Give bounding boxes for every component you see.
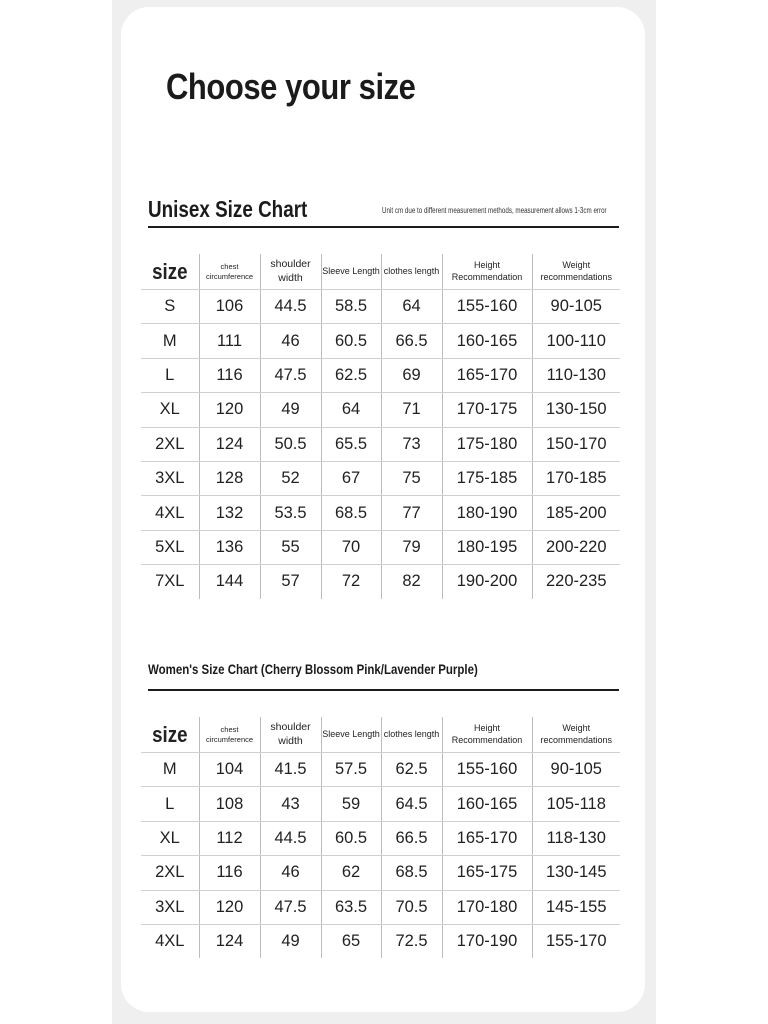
cell-size: 3XL xyxy=(141,890,199,924)
cell-shoulder: 47.5 xyxy=(260,358,321,392)
cell-sleeve: 57.5 xyxy=(321,753,381,787)
cell-height: 155-160 xyxy=(442,290,532,324)
cell-chest: 128 xyxy=(199,461,260,495)
cell-shoulder: 46 xyxy=(260,856,321,890)
cell-weight: 100-110 xyxy=(532,324,620,358)
cell-size: M xyxy=(141,753,199,787)
cell-shoulder: 53.5 xyxy=(260,496,321,530)
cell-clothes: 66.5 xyxy=(381,324,442,358)
unisex-size-table xyxy=(141,254,620,599)
cell-sleeve: 65 xyxy=(321,924,381,958)
cell-clothes: 62.5 xyxy=(381,753,442,787)
cell-size: L xyxy=(141,358,199,392)
cell-sleeve: 70 xyxy=(321,530,381,564)
cell-height: 170-175 xyxy=(442,393,532,427)
page-title: Choose your size xyxy=(166,66,416,107)
cell-sleeve: 60.5 xyxy=(321,821,381,855)
cell-sleeve: 72 xyxy=(321,565,381,599)
table-row xyxy=(141,393,620,427)
cell-height: 160-165 xyxy=(442,787,532,821)
cell-weight: 145-155 xyxy=(532,890,620,924)
table-row xyxy=(141,787,620,821)
cell-weight: 200-220 xyxy=(532,530,620,564)
header-size: size xyxy=(141,717,199,753)
cell-chest: 112 xyxy=(199,821,260,855)
cell-shoulder: 41.5 xyxy=(260,753,321,787)
cell-clothes: 75 xyxy=(381,461,442,495)
table-row xyxy=(141,496,620,530)
cell-chest: 116 xyxy=(199,856,260,890)
cell-weight: 90-105 xyxy=(532,753,620,787)
cell-weight: 185-200 xyxy=(532,496,620,530)
section-divider xyxy=(148,226,619,228)
womens-section-title: Women's Size Chart (Cherry Blossom Pink/Lavender Purple) xyxy=(148,661,478,677)
cell-chest: 116 xyxy=(199,358,260,392)
cell-size: XL xyxy=(141,393,199,427)
cell-chest: 136 xyxy=(199,530,260,564)
table-row xyxy=(141,565,620,599)
cell-weight: 105-118 xyxy=(532,787,620,821)
table-row xyxy=(141,427,620,461)
cell-sleeve: 63.5 xyxy=(321,890,381,924)
cell-height: 165-170 xyxy=(442,821,532,855)
cell-size: 3XL xyxy=(141,461,199,495)
cell-sleeve: 67 xyxy=(321,461,381,495)
cell-sleeve: 60.5 xyxy=(321,324,381,358)
header-size: size xyxy=(141,254,199,290)
cell-clothes: 73 xyxy=(381,427,442,461)
unisex-section-title: Unisex Size Chart xyxy=(148,196,308,222)
cell-shoulder: 46 xyxy=(260,324,321,358)
table-row xyxy=(141,290,620,324)
cell-weight: 118-130 xyxy=(532,821,620,855)
cell-shoulder: 47.5 xyxy=(260,890,321,924)
header-clothes: clothes length xyxy=(381,254,442,290)
cell-size: 2XL xyxy=(141,856,199,890)
measurement-note: Unit cm due to different measurement methods, measurement allows 1-3cm error xyxy=(382,206,607,215)
cell-clothes: 70.5 xyxy=(381,890,442,924)
table-row xyxy=(141,753,620,787)
header-sleeve: Sleeve Length xyxy=(321,717,381,753)
cell-clothes: 66.5 xyxy=(381,821,442,855)
cell-sleeve: 58.5 xyxy=(321,290,381,324)
cell-sleeve: 64 xyxy=(321,393,381,427)
cell-weight: 130-145 xyxy=(532,856,620,890)
header-chest: chest circumference xyxy=(199,254,260,290)
cell-height: 165-175 xyxy=(442,856,532,890)
table-row xyxy=(141,856,620,890)
cell-shoulder: 57 xyxy=(260,565,321,599)
cell-weight: 155-170 xyxy=(532,924,620,958)
cell-size: S xyxy=(141,290,199,324)
cell-chest: 120 xyxy=(199,393,260,427)
cell-weight: 90-105 xyxy=(532,290,620,324)
header-height: Height Recommendation xyxy=(442,717,532,753)
cell-chest: 124 xyxy=(199,924,260,958)
cell-shoulder: 50.5 xyxy=(260,427,321,461)
table-header-row xyxy=(141,717,620,753)
cell-height: 165-170 xyxy=(442,358,532,392)
cell-chest: 108 xyxy=(199,787,260,821)
cell-chest: 132 xyxy=(199,496,260,530)
cell-weight: 170-185 xyxy=(532,461,620,495)
table-row xyxy=(141,324,620,358)
cell-sleeve: 59 xyxy=(321,787,381,821)
cell-size: M xyxy=(141,324,199,358)
cell-height: 170-190 xyxy=(442,924,532,958)
cell-shoulder: 49 xyxy=(260,393,321,427)
cell-weight: 150-170 xyxy=(532,427,620,461)
cell-shoulder: 44.5 xyxy=(260,290,321,324)
womens-size-table xyxy=(141,717,620,958)
header-sleeve: Sleeve Length xyxy=(321,254,381,290)
cell-size: 4XL xyxy=(141,496,199,530)
cell-shoulder: 49 xyxy=(260,924,321,958)
cell-weight: 220-235 xyxy=(532,565,620,599)
cell-height: 155-160 xyxy=(442,753,532,787)
cell-chest: 120 xyxy=(199,890,260,924)
cell-height: 190-200 xyxy=(442,565,532,599)
cell-chest: 124 xyxy=(199,427,260,461)
cell-chest: 111 xyxy=(199,324,260,358)
header-weight: Weight recommendations xyxy=(532,254,620,290)
header-shoulder: shoulder width xyxy=(260,717,321,753)
header-clothes: clothes length xyxy=(381,717,442,753)
cell-chest: 104 xyxy=(199,753,260,787)
table-row xyxy=(141,358,620,392)
cell-clothes: 68.5 xyxy=(381,856,442,890)
cell-size: 4XL xyxy=(155,932,185,951)
cell-weight: 110-130 xyxy=(532,358,620,392)
cell-shoulder: 52 xyxy=(260,461,321,495)
table-row xyxy=(141,890,620,924)
cell-sleeve: 65.5 xyxy=(321,427,381,461)
cell-chest: 144 xyxy=(199,565,260,599)
table-row xyxy=(141,821,620,855)
cell-clothes: 69 xyxy=(381,358,442,392)
cell-height: 175-180 xyxy=(442,427,532,461)
cell-sleeve: 62 xyxy=(321,856,381,890)
cell-size: 2XL xyxy=(141,427,199,461)
header-weight: Weight recommendations xyxy=(532,717,620,753)
cell-size: L xyxy=(141,787,199,821)
cell-shoulder: 43 xyxy=(260,787,321,821)
cell-clothes: 79 xyxy=(381,530,442,564)
cell-size: XL xyxy=(141,821,199,855)
table-header-row xyxy=(141,254,620,290)
cell-weight: 130-150 xyxy=(532,393,620,427)
cell-height: 180-195 xyxy=(442,530,532,564)
cell-height: 180-190 xyxy=(442,496,532,530)
header-height: Height Recommendation xyxy=(442,254,532,290)
cell-sleeve: 68.5 xyxy=(321,496,381,530)
cell-chest: 106 xyxy=(199,290,260,324)
table-row xyxy=(141,924,620,958)
header-shoulder: shoulder width xyxy=(260,254,321,290)
cell-clothes: 71 xyxy=(381,393,442,427)
cell-shoulder: 55 xyxy=(260,530,321,564)
cell-shoulder: 44.5 xyxy=(260,821,321,855)
cell-clothes: 82 xyxy=(381,565,442,599)
cell-clothes: 77 xyxy=(381,496,442,530)
section-divider xyxy=(148,689,619,691)
cell-sleeve: 62.5 xyxy=(321,358,381,392)
cell-size: 5XL xyxy=(141,530,199,564)
table-row xyxy=(141,461,620,495)
cell-clothes: 64.5 xyxy=(381,787,442,821)
cell-clothes: 64 xyxy=(381,290,442,324)
cell-clothes: 72.5 xyxy=(381,924,442,958)
cell-height: 160-165 xyxy=(442,324,532,358)
cell-height: 175-185 xyxy=(442,461,532,495)
header-chest: chest circumference xyxy=(199,717,260,753)
table-row xyxy=(141,530,620,564)
cell-size: 7XL xyxy=(155,572,185,591)
cell-height: 170-180 xyxy=(442,890,532,924)
